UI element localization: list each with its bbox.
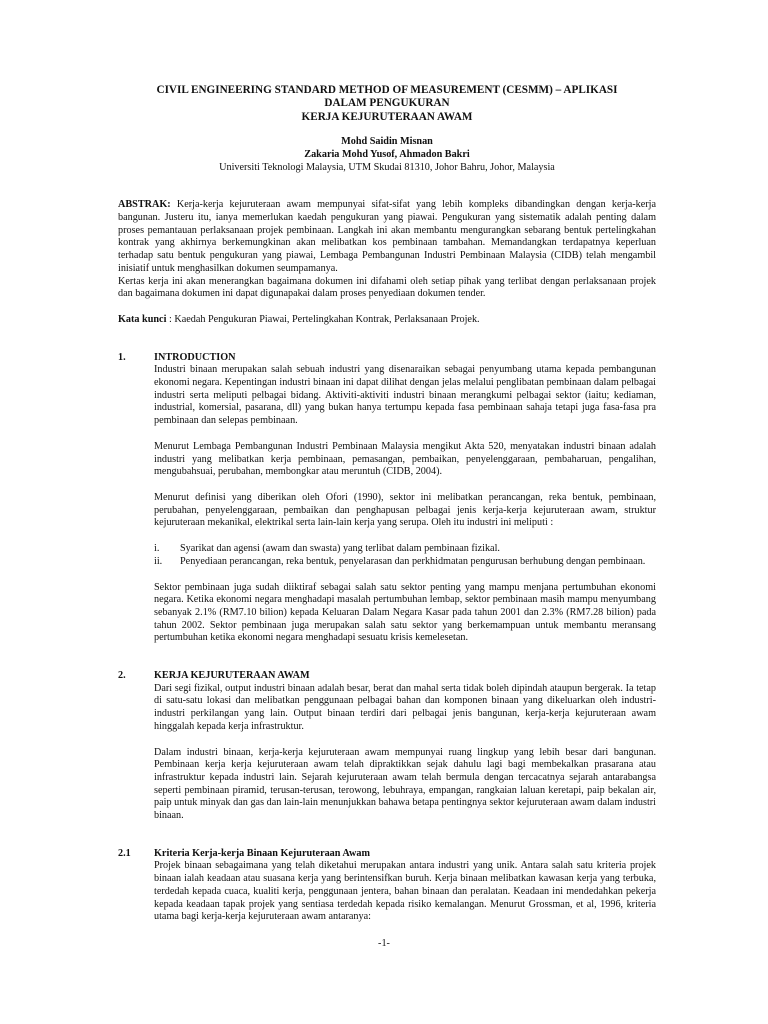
section-heading <box>118 352 656 365</box>
paragraph: Sektor pembinaan juga sudah diiktiraf sebagai salah satu sektor penting yang mampu menjana pertumbuhan ekonomi negara. Ketika ekonomi negara menghadapi masalah pertumbuhan lembap, sektor pembinaan masih mampu menyumbang sebanyak 2.1% (RM7.10 bilion) kepada Keluaran Dalam Negara Kasar pada tahun 2001 dan 2.3% (RM7.28 bilion) pada tahun 2002. Sektor pembinaan juga merupakan salah satu sektor yang berkemampuan untuk membantu meransang pertumbuhan ketika ekonomi negara menghadapi sesuatu krisis kemelesetan. <box>154 581 656 644</box>
list-item-number: ii. <box>154 555 163 567</box>
author-name: Zakaria Mohd Yusof, Ahmadon Bakri <box>304 148 470 160</box>
section-body <box>154 683 656 823</box>
title-line: DALAM PENGUKURAN <box>324 97 450 110</box>
section-kerja-kejuruteraan-awam <box>118 670 656 823</box>
author-name: Mohd Saidin Misnan <box>341 136 433 148</box>
subsection-heading <box>118 848 656 861</box>
title-line: KERJA KEJURUTERAAN AWAM <box>301 110 473 123</box>
list-item <box>154 543 656 556</box>
paragraph: Dari segi fizikal, output industri binaan adalah besar, berat dan mahal serta tidak boleh dipindah ataupun bergerak. Ia tetap di satu-satu lokasi dan melibatkan penggunaan pelbagai bahan dan komponen binaan yang dikeluarkan oleh industri-industri perkilangan yang lain. Output binaan terdiri dari pelbagai jenis bangunan, kerja-kerja kejuruteraan awam hinggalah kepada kerja infrastruktur. <box>154 682 656 732</box>
abstract-paragraph <box>118 199 656 275</box>
roman-list <box>154 543 656 568</box>
paragraph: Dalam industri binaan, kerja-kerja kejuruteraan awam mempunyai ruang lingkup yang lebih besar dari bangunan. Pembinaan kerja kerja kejuruteraan awam telah dipraktikkan sejak dahulu lagi bagi membekalkan prasarana atau infrastruktur kepada industri lain. Sejarah kejuruteraan awam telah bermula dengan tercacatnya sejarah antarabangsa seperti pembinaan piramid, terusan-terusan, terowong, lebuhraya, empangan, rangkaian laluan keretapi, paip bekalan air, paip untuk minyak dan gas dan lain-lain menunjukkan bahawa betapa pentingnya sektor kejuruteraan awam dalam industri binaan. <box>154 746 656 822</box>
section-number: 1. <box>118 351 126 363</box>
keywords <box>118 314 656 327</box>
list-item-text: Syarikat dan agensi (awam dan swasta) yang terlibat dalam pembinaan fizikal. <box>180 543 500 555</box>
paragraph: Menurut definisi yang diberikan oleh Ofori (1990), sektor ini melibatkan perancangan, reka bentuk, pembinaan, perubahan, penyelenggaraan, pembaikan dan penghapusan pelbagai jenis kerja-kerja kejuruteraan awam, struktur kejuruteraan mekanikal, elektrikal serta lain-lain kerja yang serupa. Oleh itu industri ini meliputi : <box>154 491 656 529</box>
section-title: KERJA KEJURUTERAAN AWAM <box>154 670 310 682</box>
page-number: -1- <box>378 938 390 949</box>
paragraph: Projek binaan sebagaimana yang telah diketahui merupakan antara industri yang unik. Antara salah satu kriteria projek binaan ialah keadaan atau suasana kerja yang berintensifkan buruh. Kerja binaan melibatkan kawasan kerja yang terbuka, terdedah kepada cuaca, kualiti kerja, penggunaan jentera, bahan binaan dan peralatan. Keadaan ini mendedahkan pekerja kepada keadaan tapak projek yang sentiasa terdedah kepada risiko kemalangan. Menurut Grossman, et al, 1996, kriteria utama bagi kerja-kerja kejuruteraan awam antaranya: <box>154 860 656 923</box>
keywords-label: Kata kunci <box>118 313 167 325</box>
list-item-number: i. <box>154 543 160 555</box>
abstract-text: Kerja-kerja kejuruteraan awam mempunyai sifat-sifat yang lebih kompleks dibandingkan dengan kerja-kerja bangunan. Justeru itu, ianya memerlukan kaedah pengukuran yang piawai. Pengukuran yang sistematik adalah penting dalam proses pemantauan perlaksanaan projek pembinaan. Langkah ini akan membantu mengurangkan sebarang bentuk pertelingkahan kontrak yang akhirnya berkemungkinan akan melibatkan kos pembinaan tambahan. Memandangkan terdapatnya keperluan terhadap satu bentuk pengukuran yang piawai, Lembaga Pembangunan Industri Pembinaan Malaysia (CIDB) telah mengambil inisiatif untuk menghasilkan dokumen seumpamanya. <box>118 199 656 274</box>
section-heading <box>118 670 656 683</box>
section-number: 2. <box>118 670 126 682</box>
keywords-text: : Kaedah Pengukuran Piawai, Pertelingkahan Kontrak, Perlaksanaan Projek. <box>166 313 480 325</box>
author-block <box>118 136 656 174</box>
section-introduction <box>118 352 656 645</box>
subsection-kriteria <box>118 848 656 924</box>
abstract-paragraph: Kertas kerja ini akan menerangkan bagaimana dokumen ini difahami oleh setiap pihak yang terlibat dengan perlaksanaan projek dan bagaimana dokumen ini dapat digunapakai dalam proses penyediaan dokumen tender. <box>118 275 656 300</box>
affiliation: Universiti Teknologi Malaysia, UTM Skudai 81310, Johor Bahru, Johor, Malaysia <box>219 161 555 173</box>
paper-title <box>118 84 656 124</box>
subsection-title: Kriteria Kerja-kerja Binaan Kejuruteraan Awam <box>154 847 370 859</box>
paragraph: Menurut Lembaga Pembangunan Industri Pembinaan Malaysia mengikut Akta 520, menyatakan industri binaan adalah industri yang melibatkan kerja pembinaan, pemasangan, pembaikan, penyelenggaraan, pembaharuan, pengalihan, mengubahsuai, perubahan, membongkar atau meruntuh (CIDB, 2004). <box>154 440 656 478</box>
abstract-label: ABSTRAK: <box>118 199 171 211</box>
section-title: INTRODUCTION <box>154 351 236 363</box>
title-line: CIVIL ENGINEERING STANDARD METHOD OF MEASUREMENT (CESMM) – APLIKASI <box>156 84 618 96</box>
subsection-number: 2.1 <box>118 847 131 859</box>
section-body <box>154 364 656 645</box>
abstract <box>118 199 656 301</box>
section-body <box>154 860 656 924</box>
list-item-text: Penyediaan perancangan, reka bentuk, penyelarasan dan perkhidmatan pengurusan berhubung dengan pembinaan. <box>180 555 646 567</box>
list-item <box>154 556 656 569</box>
paragraph: Industri binaan merupakan salah sebuah industri yang disenaraikan sebagai penyumbang utama kepada pembangunan ekonomi negara. Kepentingan industri binaan ini dapat dilihat dengan jelas melalui penglibatan pembinaan dalam pelbagai industri serta meliputi pelbagai bidang. Aktiviti-aktiviti industri binaan merangkumi pelbagai sektor (iaitu; kediaman, industrial, komersial, pasarana, dll) yang bukan hanya tertumpu kepada fasa pembinaan sahaja tetapi juga fasa-fasa pra pembinaan dan selepas pembinaan. <box>154 364 656 427</box>
